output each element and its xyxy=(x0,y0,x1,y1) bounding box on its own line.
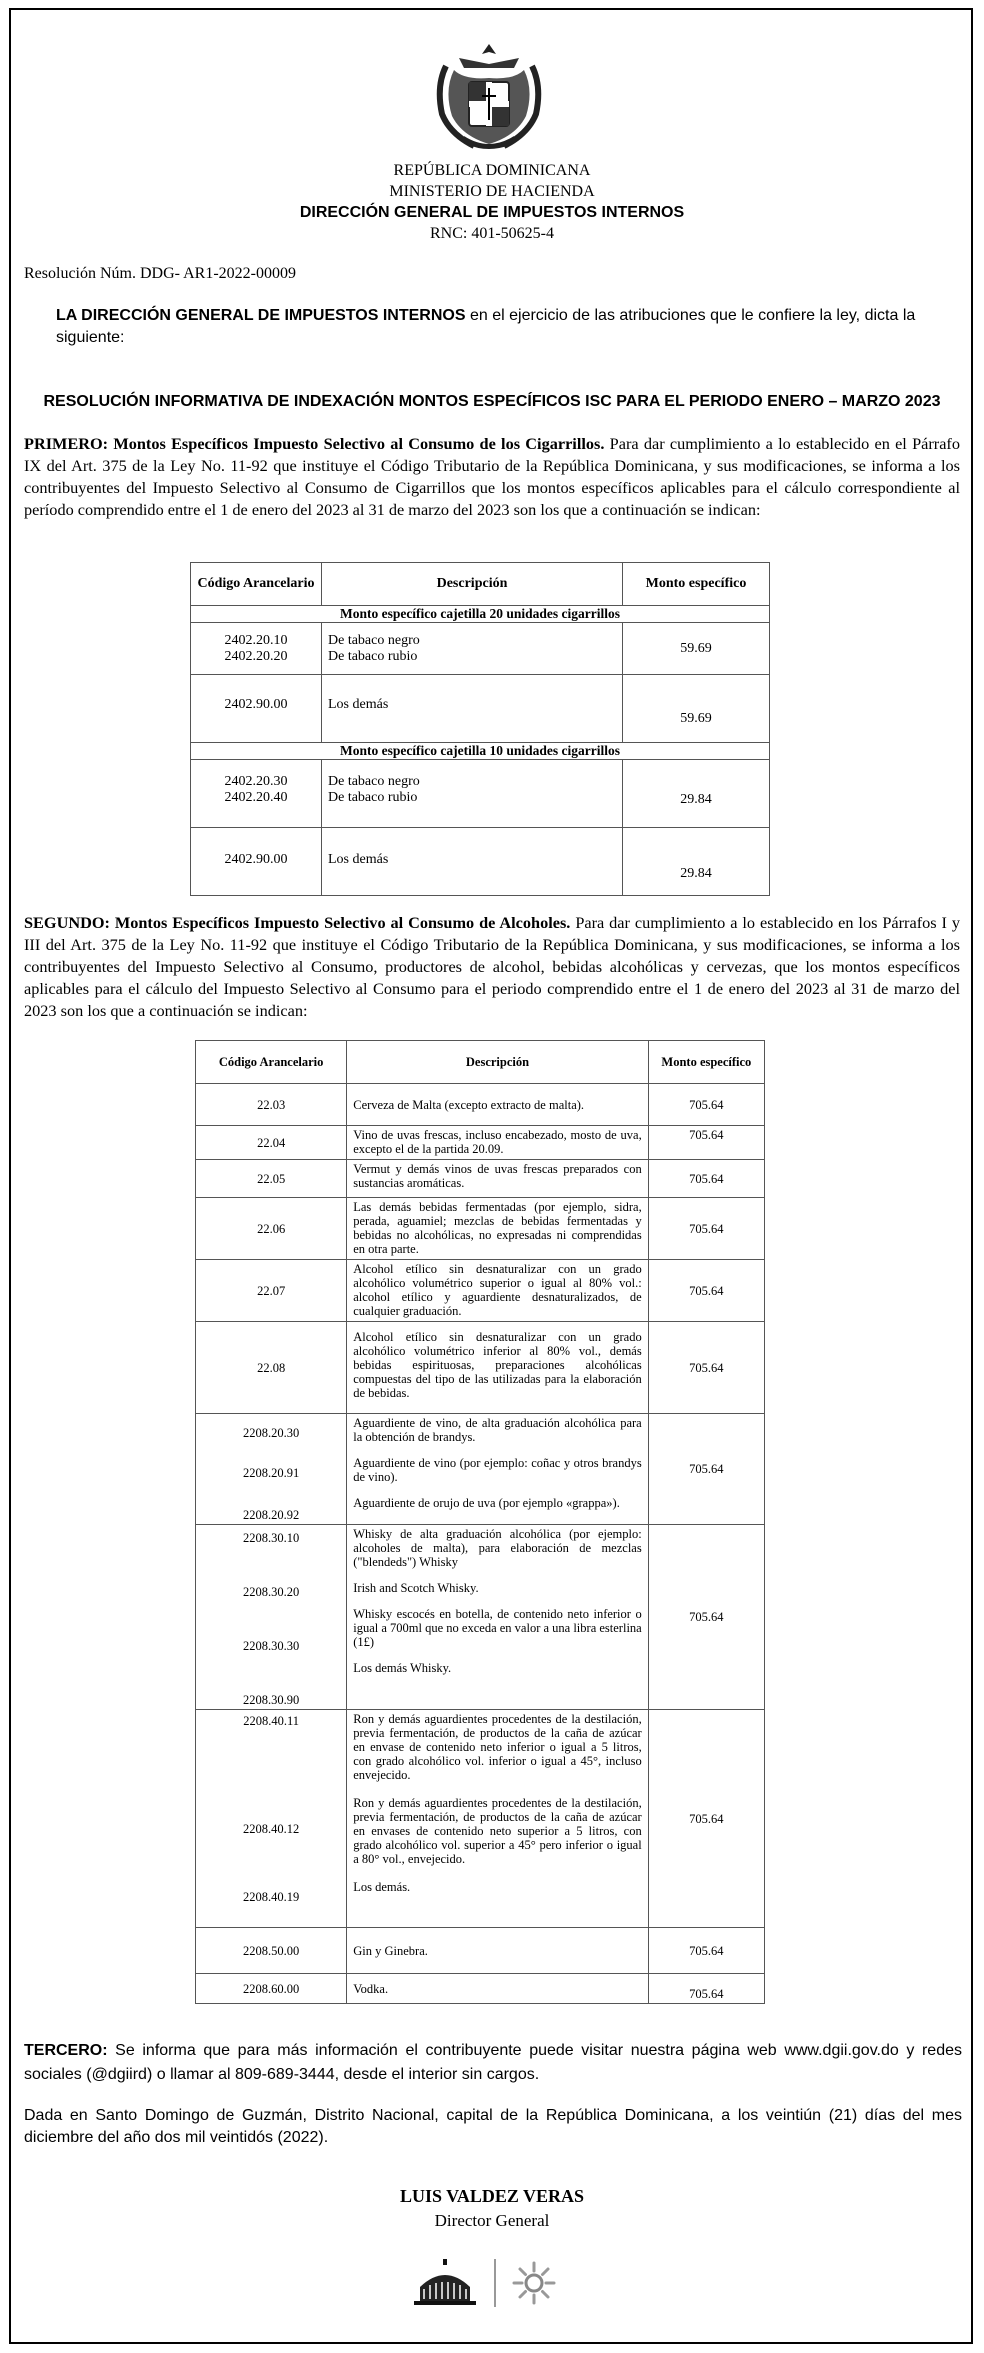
table-row xyxy=(196,1198,765,1260)
desc-value: De tabaco rubio xyxy=(328,649,418,664)
signatory-title: Director General xyxy=(434,2211,550,2230)
table-row xyxy=(196,1414,765,1525)
code-cell: 2402.90.00 xyxy=(191,828,322,896)
amount-cell: 29.84 xyxy=(623,828,770,896)
desc-cell xyxy=(322,623,623,675)
col-header-desc: Descripción xyxy=(322,563,623,606)
footer-logos xyxy=(410,2255,580,2311)
coat-of-arms-icon xyxy=(434,40,544,152)
desc-cell xyxy=(347,1414,648,1525)
table-row xyxy=(196,1160,765,1198)
amount-cell: 705.64 xyxy=(648,1414,764,1525)
desc-value: De tabaco rubio xyxy=(328,790,418,805)
table-row xyxy=(196,1974,765,2004)
code-value: 2402.20.40 xyxy=(224,790,288,805)
desc-value: Los demás Whisky. xyxy=(353,1661,452,1675)
table-row xyxy=(196,1525,765,1710)
code-value: 2402.20.10 xyxy=(224,633,288,648)
table-row xyxy=(191,623,770,675)
code-value: 2208.40.19 xyxy=(243,1890,300,1904)
amount-cell: 705.64 xyxy=(648,1525,764,1710)
section-label-20: Monto específico cajetilla 20 unidades cigarrillos xyxy=(191,606,770,623)
code-value: 2208.30.90 xyxy=(243,1693,300,1707)
code-cell xyxy=(196,1414,347,1525)
section-label-10: Monto específico cajetilla 10 unidades cigarrillos xyxy=(191,743,770,760)
desc-value: Whisky escocés en botella, de contenido neto inferior o igual a 700ml que no exceda en valor a una libra esterlina (1£) xyxy=(353,1607,642,1649)
government-dome-icon xyxy=(414,2259,476,2305)
col-header-amount: Monto específico xyxy=(648,1041,764,1084)
segundo-text: Para dar cumplimiento a lo establecido en los Párrafos I y III del Art. 375 de la Ley No. 11-92 que instituye el Código Tributario de la República Dominicana, y sus modificaciones, se informa a los contribuyentes del Impuesto Selectivo al Consumo, productores de alcohol, bebidas alcohólicas y cervezas, que los montos específicos aplicables para el cálculo del Impuesto Selectivo al Consumo para el periodo comprendido entre el 1 de enero del 2023 al 31 de marzo del 2023 son los que a continuación se indican: xyxy=(24,913,961,1020)
intro-paragraph xyxy=(56,305,956,349)
desc-value: De tabaco negro xyxy=(328,774,420,789)
desc-cell xyxy=(347,1525,648,1710)
dgii-sun-icon xyxy=(514,2263,554,2303)
table-row xyxy=(191,675,770,743)
col-header-code: Código Arancelario xyxy=(196,1041,347,1084)
tercero-bold: TERCERO: xyxy=(24,2042,108,2059)
table-row xyxy=(191,760,770,828)
desc-cell xyxy=(347,1710,648,1928)
amount-cell: 705.64 xyxy=(648,1928,764,1974)
code-cell: 22.08 xyxy=(196,1322,347,1414)
desc-value: Aguardiente de orujo de uva (por ejemplo «grappa»). xyxy=(353,1496,620,1510)
desc-cell: Las demás bebidas fermentadas (por ejemplo, sidra, perada, aguamiel; mezclas de bebidas fermentadas y bebidas no alcohólicas, no expresadas ni comprendidas en otra parte. xyxy=(347,1198,648,1260)
amount-cell: 59.69 xyxy=(623,675,770,743)
header-agency: DIRECCIÓN GENERAL DE IMPUESTOS INTERNOS xyxy=(299,204,685,221)
code-cell: 2208.60.00 xyxy=(196,1974,347,2004)
table-row xyxy=(196,1126,765,1160)
code-value: 2208.20.91 xyxy=(243,1466,300,1480)
amount-cell: 59.69 xyxy=(623,623,770,675)
header-country: REPÚBLICA DOMINICANA xyxy=(393,162,591,179)
alcohol-amounts-table xyxy=(195,1040,765,2004)
table-header-row xyxy=(196,1041,765,1084)
desc-cell xyxy=(322,760,623,828)
table-row xyxy=(196,1260,765,1322)
amount-cell: 705.64 xyxy=(648,1322,764,1414)
section-row xyxy=(191,606,770,623)
code-cell: 22.04 xyxy=(196,1126,347,1160)
code-value: 2208.30.20 xyxy=(243,1585,300,1599)
col-header-code: Código Arancelario xyxy=(191,563,322,606)
desc-cell: Cerveza de Malta (excepto extracto de malta). xyxy=(347,1084,648,1126)
table-row xyxy=(196,1084,765,1126)
desc-value: Ron y demás aguardientes procedentes de la destilación, previa fermentación, de productos de la caña de azúcar en envases de contenido neto superior a 5 litros, con grado alcohólico vol. superior a 45° pero inferior o igual a 80° vol., envejecido. xyxy=(353,1796,642,1866)
code-cell xyxy=(196,1710,347,1928)
table-header-row xyxy=(191,563,770,606)
amount-cell: 705.64 xyxy=(648,1198,764,1260)
code-value: 2208.20.30 xyxy=(243,1426,300,1440)
code-value: 2402.20.20 xyxy=(224,649,288,664)
desc-value: Ron y demás aguardientes procedentes de la destilación, previa fermentación, de productos de la caña de azúcar en envase de contenido neto inferior o igual a 5 litros, con grado alcohólico vol. inferior o igual a 45°, incluso envejecido. xyxy=(353,1712,642,1782)
table-row xyxy=(191,828,770,896)
signatory-name: LUIS VALDEZ VERAS xyxy=(399,2186,585,2206)
code-value: 2208.40.11 xyxy=(243,1714,300,1728)
cigarette-amounts-table xyxy=(190,562,770,896)
amount-cell: 705.64 xyxy=(648,1710,764,1928)
resolution-title: RESOLUCIÓN INFORMATIVA DE INDEXACIÓN MONTOS ESPECÍFICOS ISC PARA EL PERIODO ENERO – MARZO 2023 xyxy=(43,393,941,410)
header-rnc: RNC: 401-50625-4 xyxy=(430,225,554,242)
code-value: 2208.30.30 xyxy=(243,1639,300,1653)
primero-text: Para dar cumplimiento a lo establecido en el Párrafo IX del Art. 375 de la Ley No. 11-92 que instituye el Código Tributario de la República Dominicana, y sus modificaciones, se informa a los contribuyentes del Impuesto Selectivo al Consumo de Cigarrillos que los montos específicos aplicables para el cálculo correspondiente al período comprendido entre el 1 de enero del 2023 al 31 de marzo del 2023 son los que a continuación se indican: xyxy=(24,434,960,519)
code-cell: 2208.50.00 xyxy=(196,1928,347,1974)
resolution-number: Resolución Núm. DDG- AR1-2022-00009 xyxy=(24,265,296,282)
closing-paragraph: Dada en Santo Domingo de Guzmán, Distrito Nacional, capital de la República Dominicana, a los veintiún (21) días del mes diciembre del año dos mil veintidós (2022). xyxy=(24,2107,962,2146)
desc-cell: Vino de uvas frescas, incluso encabezado, mosto de uva, excepto el de la partida 20.09. xyxy=(347,1126,648,1160)
desc-value: Aguardiente de vino (por ejemplo: coñac y otros brandys de vino). xyxy=(353,1456,642,1484)
code-value: 2208.40.12 xyxy=(243,1822,300,1836)
desc-cell: Vermut y demás vinos de uvas frescas preparados con sustancias aromáticas. xyxy=(347,1160,648,1198)
desc-value: Aguardiente de vino, de alta graduación alcohólica para la obtención de brandys. xyxy=(353,1416,642,1444)
desc-value: De tabaco negro xyxy=(328,633,420,648)
amount-cell: 705.64 xyxy=(648,1084,764,1126)
amount-cell: 29.84 xyxy=(623,760,770,828)
primero-bold: PRIMERO: Montos Específicos Impuesto Selectivo al Consumo de los Cigarrillos. xyxy=(24,434,605,453)
amount-cell: 705.64 xyxy=(648,1260,764,1322)
primero-paragraph xyxy=(24,433,960,521)
intro-text: en el ejercicio de las atribuciones que le confiere la ley, dicta la siguiente: xyxy=(56,307,916,346)
desc-cell: Alcohol etílico sin desnaturalizar con un grado alcohólico volumétrico inferior al 80% vol., demás bebidas espirituosas, preparaciones alcohólicas compuestas del tipo de las utilizadas para la elaboración de bebidas. xyxy=(347,1322,648,1414)
code-value: 2208.20.92 xyxy=(243,1508,300,1522)
code-cell: 2402.90.00 xyxy=(191,675,322,743)
segundo-paragraph xyxy=(24,912,960,1022)
code-value: 2402.20.30 xyxy=(224,774,288,789)
segundo-bold: SEGUNDO: Montos Específicos Impuesto Selectivo al Consumo de Alcoholes. xyxy=(24,913,571,932)
desc-cell: Alcohol etílico sin desnaturalizar con un grado alcohólico volumétrico superior o igual al 80% vol.: alcohol etílico y aguardiente desnaturalizados, de cualquier graduación. xyxy=(347,1260,648,1322)
desc-cell: Los demás xyxy=(322,675,623,743)
amount-cell: 705.64 xyxy=(648,1126,764,1160)
code-cell: 22.03 xyxy=(196,1084,347,1126)
col-header-desc: Descripción xyxy=(347,1041,648,1084)
table-row xyxy=(196,1710,765,1928)
intro-bold: LA DIRECCIÓN GENERAL DE IMPUESTOS INTERNOS xyxy=(56,307,466,324)
code-value: 2208.30.10 xyxy=(243,1531,300,1545)
code-cell xyxy=(191,760,322,828)
header-ministry: MINISTERIO DE HACIENDA xyxy=(389,183,595,200)
table-row xyxy=(196,1928,765,1974)
section-row xyxy=(191,743,770,760)
header-block xyxy=(0,160,984,244)
amount-cell: 705.64 xyxy=(648,1974,764,2004)
code-cell xyxy=(191,623,322,675)
amount-cell: 705.64 xyxy=(648,1160,764,1198)
desc-value: Los demás. xyxy=(353,1880,411,1894)
desc-cell: Gin y Ginebra. xyxy=(347,1928,648,1974)
code-cell: 22.05 xyxy=(196,1160,347,1198)
col-header-amount: Monto específico xyxy=(623,563,770,606)
code-cell xyxy=(196,1525,347,1710)
desc-cell: Los demás xyxy=(322,828,623,896)
code-cell: 22.06 xyxy=(196,1198,347,1260)
desc-value: Irish and Scotch Whisky. xyxy=(353,1581,479,1595)
desc-cell: Vodka. xyxy=(347,1974,648,2004)
tercero-paragraph xyxy=(24,2039,962,2087)
table-row xyxy=(196,1322,765,1414)
code-cell: 22.07 xyxy=(196,1260,347,1322)
desc-value: Whisky de alta graduación alcohólica (por ejemplo: alcoholes de malta), para elaboración de mezclas ("blendeds") Whisky xyxy=(353,1527,642,1569)
tercero-text: Se informa que para más información el contribuyente puede visitar nuestra página web www.dgii.gov.do y redes sociales (@dgiird) o llamar al 809-689-3444, desde el interior sin cargos. xyxy=(24,2042,962,2083)
